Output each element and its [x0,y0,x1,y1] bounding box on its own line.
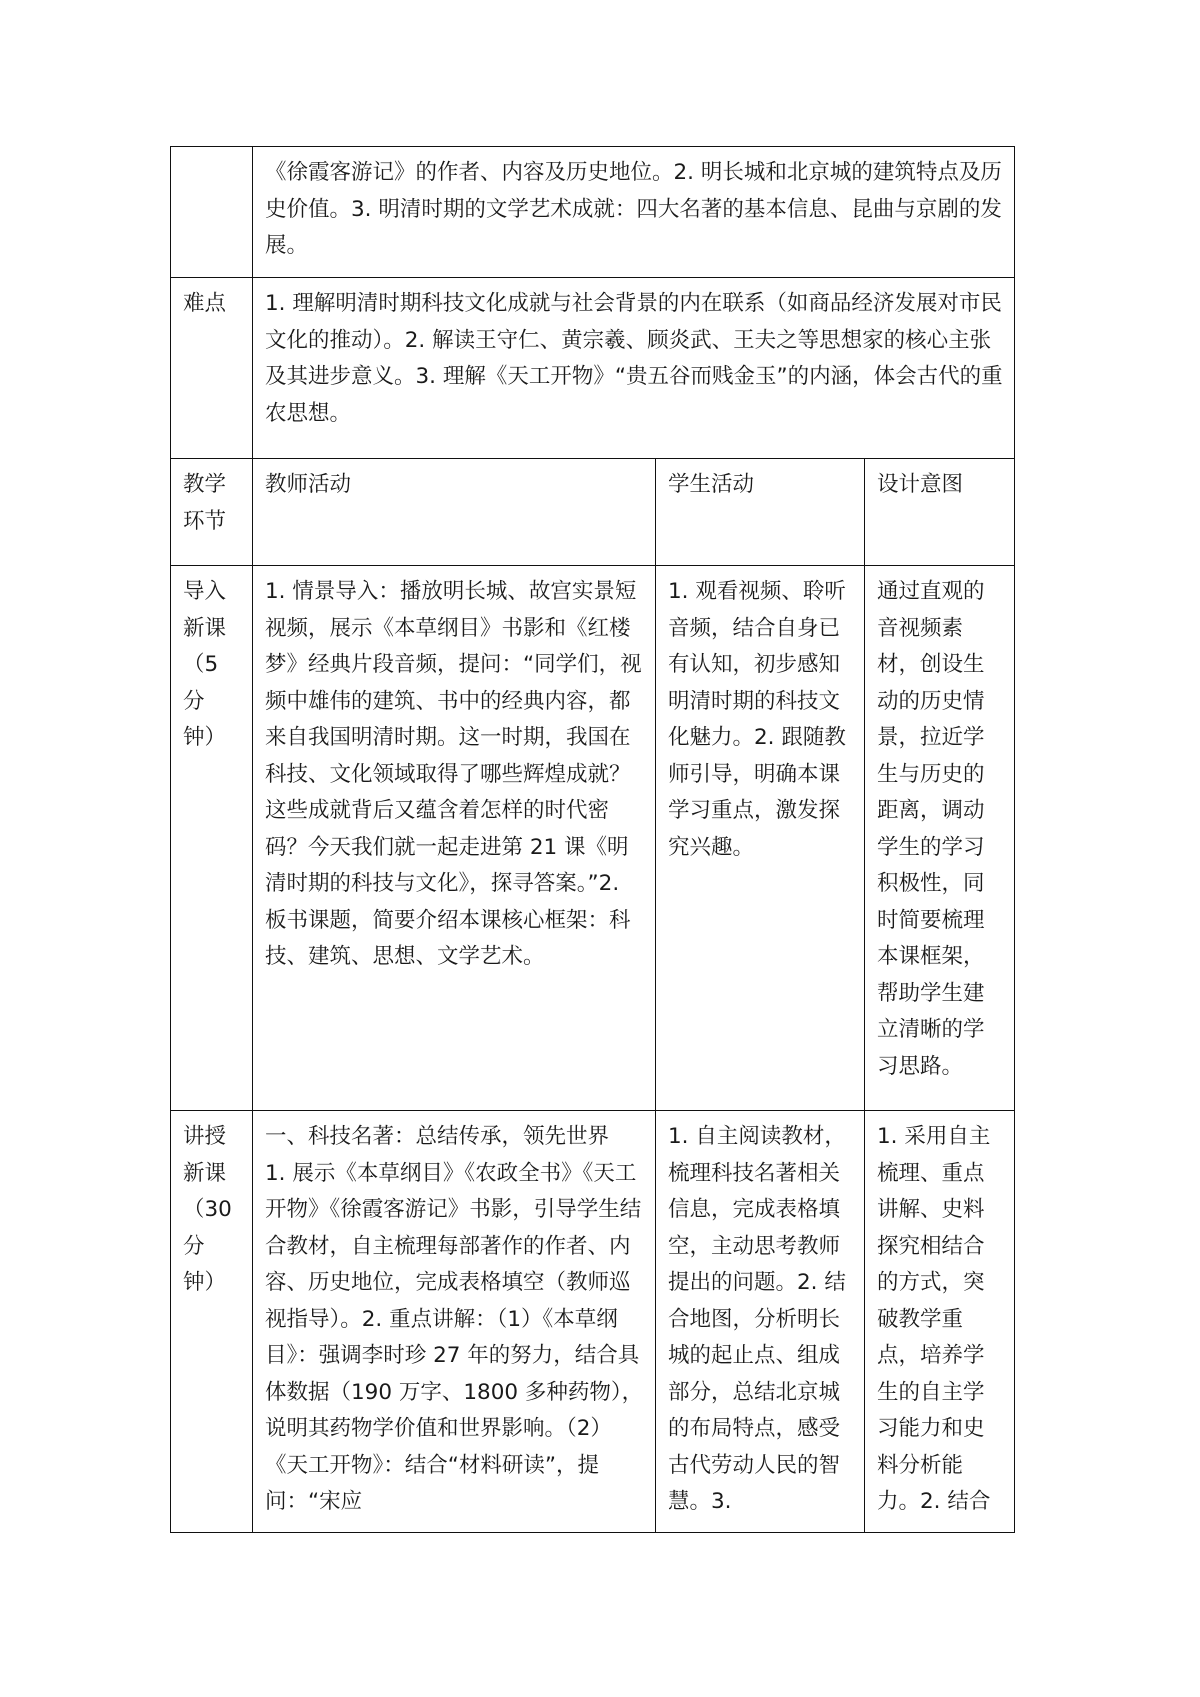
header-section: 教学 环节 [171,459,253,566]
section-cell: 导入 新课 （5 分 钟） [171,566,253,1111]
header-student-activity: 学生活动 [656,459,865,566]
design-intent-cell: 1. 采用自主梳理、重点讲解、史料探究相结合的方式，突破教学重点，培养学生的自主学习能力和史料分析能力。2. 结合 [865,1111,1015,1533]
table-header-row [171,459,1015,566]
header-design-intent: 设计意图 [865,459,1015,566]
focus-text-cell: 《徐霞客游记》的作者、内容及历史地位。2. 明长城和北京城的建筑特点及历史价值。3. 明清时期的文学艺术成就：四大名著的基本信息、昆曲与京剧的发展。 [253,147,1015,278]
focus-label-cell [171,147,253,278]
table-row-difficulty [171,278,1015,459]
teacher-activity-cell: 1. 情景导入：播放明长城、故宫实景短视频，展示《本草纲目》书影和《红楼梦》经典片段音频，提问：“同学们，视频中雄伟的建筑、书中的经典内容，都来自我国明清时期。这一时期，我国在科技、文化领域取得了哪些辉煌成就？这些成就背后又蕴含着怎样的时代密码？今天我们就一起走进第 21 课《明清时期的科技与文化》，探寻答案。”2. 板书课题，简要介绍本课核心框架：科技、建筑、思想、文学艺术。 [253,566,656,1111]
table-row-intro [171,566,1015,1111]
table-row-focus-continued [171,147,1015,278]
difficulty-label: 难点 [171,278,253,459]
header-teacher-activity: 教师活动 [253,459,656,566]
lesson-plan-table [170,146,1015,1533]
table-row-new-lesson [171,1111,1015,1533]
difficulty-text: 1. 理解明清时期科技文化成就与社会背景的内在联系（如商品经济发展对市民文化的推动）。2. 解读王守仁、黄宗羲、顾炎武、王夫之等思想家的核心主张及其进步意义。3. 理解《天工开物》“贵五谷而贱金玉”的内涵，体会古代的重农思想。 [253,278,1015,459]
teacher-activity-cell: 一、科技名著：总结传承，领先世界 1. 展示《本草纲目》《农政全书》《天工开物》《徐霞客游记》书影，引导学生结合教材，自主梳理每部著作的作者、内容、历史地位，完成表格填空（教师巡视指导）。2. 重点讲解：（1）《本草纲目》：强调李时珍 27 年的努力，结合具体数据（190 万字、1800 多种药物），说明其药物学价值和世界影响。（2）《天工开物》：结合“材料研读”，提问：“宋应 [253,1111,656,1533]
section-cell: 讲授 新课 （30 分 钟） [171,1111,253,1533]
student-activity-cell: 1. 自主阅读教材，梳理科技名著相关信息，完成表格填空，主动思考教师提出的问题。2. 结合地图，分析明长城的起止点、组成部分，总结北京城的布局特点，感受古代劳动人民的智慧。3. [656,1111,865,1533]
design-intent-cell: 通过直观的音视频素材，创设生动的历史情景，拉近学生与历史的距离，调动学生的学习积极性，同时简要梳理本课框架，帮助学生建立清晰的学习思路。 [865,566,1015,1111]
student-activity-cell: 1. 观看视频、聆听音频，结合自身已有认知，初步感知明清时期的科技文化魅力。2. 跟随教师引导，明确本课学习重点，激发探究兴趣。 [656,566,865,1111]
